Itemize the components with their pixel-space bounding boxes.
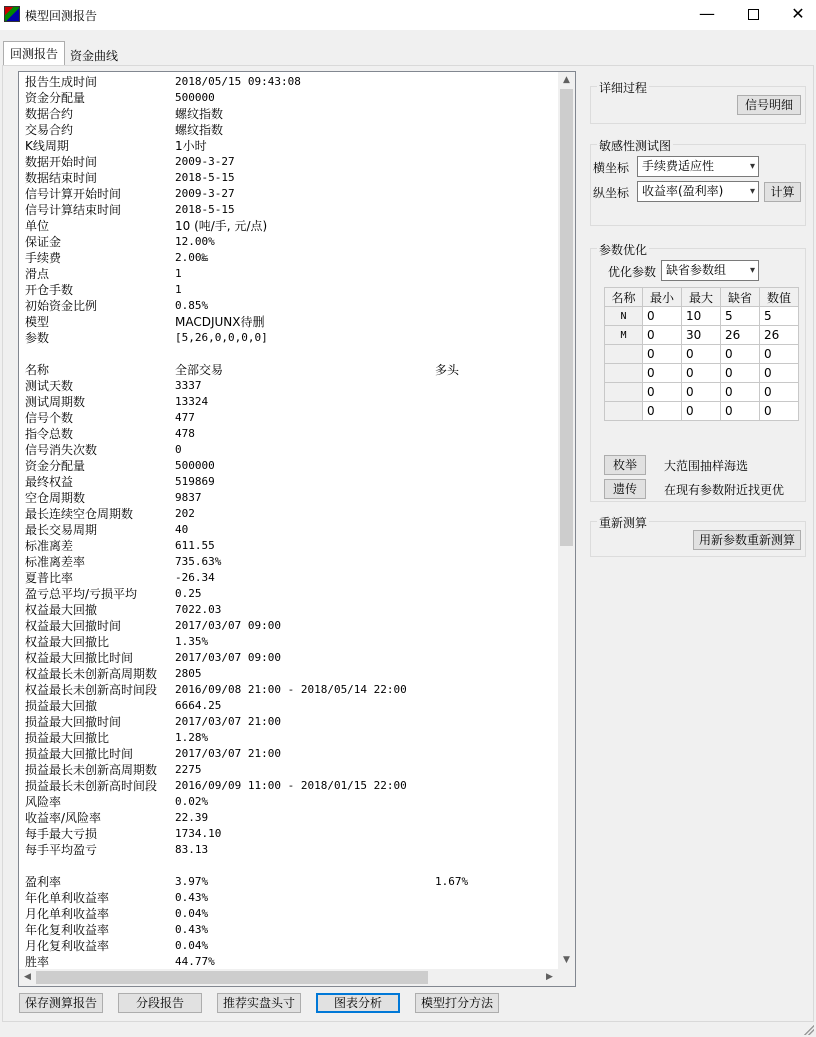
optimize-param-select[interactable] (661, 260, 759, 281)
report-field-name: 开仓手数 (25, 283, 74, 297)
param-row (605, 326, 799, 345)
report-field-value: 500000 (175, 91, 215, 104)
param-name (605, 345, 643, 364)
param-max-cell[interactable]: 0 (682, 402, 721, 421)
report-row (25, 810, 555, 826)
genetic-description: 在现有参数附近找更优 (664, 483, 785, 497)
param-value-cell[interactable]: 5 (760, 307, 799, 326)
report-row (25, 906, 555, 922)
report-field-name: 数据合约 (25, 107, 74, 121)
report-field-value: 1 (175, 283, 182, 296)
report-field-value: MACDJUNX待删 (175, 315, 265, 329)
report-row (25, 154, 555, 170)
report-field-name: 参数 (25, 331, 50, 345)
enumerate-description: 大范围抽样海选 (664, 459, 749, 473)
report-field-name: 最长交易周期 (25, 523, 98, 537)
report-row (25, 330, 555, 346)
report-row (25, 234, 555, 250)
report-field-value: 2018-5-15 (175, 171, 235, 184)
report-row (25, 602, 555, 618)
report-field-value: 0.25 (175, 587, 202, 600)
param-default-cell[interactable]: 5 (721, 307, 760, 326)
window-title: 模型回测报告 (25, 9, 98, 23)
report-field-value: 2009-3-27 (175, 155, 235, 168)
report-field-value: 3.97% (175, 875, 209, 888)
report-row (25, 746, 555, 762)
report-row (25, 858, 555, 874)
report-field-value: 22.39 (175, 811, 209, 824)
report-field-value: 500000 (175, 459, 215, 472)
param-min-cell[interactable]: 0 (643, 383, 682, 402)
report-field-value: 2016/09/08 21:00 - 2018/05/14 22:00 (175, 683, 407, 696)
report-row (25, 426, 555, 442)
param-min-cell[interactable]: 0 (643, 307, 682, 326)
report-field-long: 1.67% (435, 875, 469, 888)
report-row (25, 378, 555, 394)
y-axis-value: 收益率(盈利率) (642, 184, 724, 198)
report-field-name: 损益最大回撤时间 (25, 715, 122, 729)
report-field-name: 月化复利收益率 (25, 939, 110, 953)
report-field-value: 2805 (175, 667, 202, 680)
report-row (25, 458, 555, 474)
optimize-param-label: 优化参数 (608, 265, 657, 279)
report-field-value: 螺纹指数 (175, 123, 224, 137)
param-min-cell[interactable]: 0 (643, 345, 682, 364)
report-field-name: 每手最大亏损 (25, 827, 98, 841)
report-field-name: 信号个数 (25, 411, 74, 425)
resize-grip-icon[interactable] (804, 1025, 814, 1035)
report-row (25, 474, 555, 490)
report-row (25, 106, 555, 122)
save-report-button[interactable]: 保存测算报告 (19, 993, 103, 1013)
report-field-name: 月化单利收益率 (25, 907, 110, 921)
report-row (25, 250, 555, 266)
report-field-value: 0.02% (175, 795, 209, 808)
param-value-cell[interactable]: 0 (760, 345, 799, 364)
report-field-value: 2017/03/07 09:00 (175, 619, 281, 632)
report-field-value: 1734.10 (175, 827, 222, 840)
report-field-value: 0.43% (175, 923, 209, 936)
report-row (25, 506, 555, 522)
param-default-cell[interactable]: 0 (721, 364, 760, 383)
col-header: 名称 (605, 288, 643, 307)
report-field-value: 83.13 (175, 843, 209, 856)
report-row (25, 202, 555, 218)
report-row (25, 554, 555, 570)
report-field-value: [5,26,0,0,0,0] (175, 331, 268, 344)
report-field-value: 478 (175, 427, 195, 440)
col-header: 缺省 (721, 288, 760, 307)
tab-bar (0, 42, 816, 66)
report-field-value: 611.55 (175, 539, 215, 552)
report-field-value: 7022.03 (175, 603, 222, 616)
report-row (25, 138, 555, 154)
report-field-value: 2017/03/07 09:00 (175, 651, 281, 664)
report-row (25, 490, 555, 506)
report-field-name: 信号消失次数 (25, 443, 98, 457)
minimize-button[interactable]: — (699, 4, 715, 23)
report-field-value: 2018/05/15 09:43:08 (175, 75, 301, 88)
x-axis-label: 横坐标 (593, 161, 630, 175)
scroll-down-icon[interactable]: ▼ (563, 955, 570, 965)
report-row (25, 346, 555, 362)
report-field-name: 报告生成时间 (25, 75, 98, 89)
report-field-value: 0.04% (175, 939, 209, 952)
recalc-group-title: 重新测算 (599, 516, 648, 530)
report-field-value: 2017/03/07 21:00 (175, 747, 281, 760)
param-row (605, 345, 799, 364)
report-field-name: 资金分配量 (25, 459, 86, 473)
report-field-name: 损益最长未创新高时间段 (25, 779, 158, 793)
recalculate-button[interactable]: 用新参数重新测算 (693, 530, 801, 550)
report-field-name: 最长连续空仓周期数 (25, 507, 134, 521)
report-field-name: 年化单利收益率 (25, 891, 110, 905)
title-bar (0, 0, 816, 30)
scroll-up-icon[interactable]: ▲ (563, 75, 570, 85)
report-field-name: 最终权益 (25, 475, 74, 489)
x-axis-value: 手续费适应性 (642, 159, 715, 173)
param-grid-header (605, 288, 799, 307)
horizontal-scroll-thumb[interactable] (36, 971, 428, 984)
report-field-name: 权益最大回撤比时间 (25, 651, 134, 665)
report-row (25, 890, 555, 906)
report-field-value: 44.77% (175, 955, 215, 968)
report-field-name: 标准离差率 (25, 555, 86, 569)
segment-report-button[interactable]: 分段报告 (118, 993, 202, 1013)
report-field-name: 盈亏总平均/亏损平均 (25, 587, 138, 601)
report-row (25, 922, 555, 938)
report-field-name: 收益率/风险率 (25, 811, 102, 825)
report-field-value: 202 (175, 507, 195, 520)
report-row (25, 442, 555, 458)
close-button[interactable]: ✕ (791, 4, 805, 23)
report-row (25, 762, 555, 778)
report-field-name: 标准离差 (25, 539, 74, 553)
report-row (25, 170, 555, 186)
report-field-name: 损益最大回撤 (25, 699, 98, 713)
report-field-value: 735.63% (175, 555, 222, 568)
report-field-name: 年化复利收益率 (25, 923, 110, 937)
param-name (605, 402, 643, 421)
param-value-cell[interactable]: 0 (760, 364, 799, 383)
report-row (25, 122, 555, 138)
col-header: 最小 (643, 288, 682, 307)
report-row (25, 682, 555, 698)
param-default-cell[interactable]: 0 (721, 345, 760, 364)
report-row (25, 666, 555, 682)
report-field-name: 名称 (25, 363, 50, 377)
report-field-name: 权益最大回撤 (25, 603, 98, 617)
report-row (25, 314, 555, 330)
col-header: 最大 (682, 288, 721, 307)
report-field-name: K线周期 (25, 139, 69, 153)
detail-group-title: 详细过程 (599, 81, 648, 95)
report-field-value: 2016/09/09 11:00 - 2018/01/15 22:00 (175, 779, 407, 792)
sensitivity-group-title: 敏感性测试图 (599, 139, 672, 153)
param-default-cell[interactable]: 0 (721, 402, 760, 421)
report-row (25, 186, 555, 202)
maximize-button[interactable] (730, 0, 776, 30)
report-field-value: 2017/03/07 21:00 (175, 715, 281, 728)
horizontal-scrollbar[interactable] (19, 969, 558, 986)
app-icon (4, 6, 20, 22)
report-field-value: 3337 (175, 379, 202, 392)
report-field-name: 损益最大回撤比时间 (25, 747, 134, 761)
param-row (605, 307, 799, 326)
report-field-name: 权益最大回撤比 (25, 635, 110, 649)
report-row (25, 282, 555, 298)
model-scoring-button[interactable]: 模型打分方法 (415, 993, 499, 1013)
optimize-group-title: 参数优化 (599, 243, 648, 257)
report-row (25, 778, 555, 794)
report-field-value: 40 (175, 523, 189, 536)
report-field-value: 0.85% (175, 299, 209, 312)
report-field-name: 权益最长未创新高时间段 (25, 683, 158, 697)
param-row (605, 364, 799, 383)
param-max-cell[interactable]: 0 (682, 383, 721, 402)
report-row (25, 842, 555, 858)
report-field-value: 477 (175, 411, 195, 424)
param-name (605, 383, 643, 402)
report-row (25, 730, 555, 746)
report-field-name: 信号计算结束时间 (25, 203, 122, 217)
tab-report[interactable]: 回测报告 (3, 41, 65, 65)
chevron-down-icon: ▾ (749, 161, 755, 172)
optimize-param-value: 缺省参数组 (666, 263, 727, 277)
scroll-right-icon[interactable]: ▶ (546, 972, 553, 982)
report-field-value: 0.43% (175, 891, 209, 904)
param-default-cell[interactable]: 0 (721, 383, 760, 402)
report-row (25, 618, 555, 634)
report-field-name: 数据开始时间 (25, 155, 98, 169)
report-field-value: 1.35% (175, 635, 209, 648)
report-field-name: 盈利率 (25, 875, 62, 889)
param-row (605, 383, 799, 402)
chevron-down-icon: ▾ (749, 186, 755, 197)
param-value-cell[interactable]: 0 (760, 402, 799, 421)
report-row (25, 362, 555, 378)
report-row (25, 874, 555, 890)
report-field-name: 权益最长未创新高周期数 (25, 667, 158, 681)
param-value-cell[interactable]: 0 (760, 383, 799, 402)
report-field-name: 每手平均盈亏 (25, 843, 98, 857)
report-field-name: 交易合约 (25, 123, 74, 137)
y-axis-label: 纵坐标 (593, 186, 630, 200)
report-field-value: 9837 (175, 491, 202, 504)
genetic-button[interactable]: 遗传 (604, 479, 646, 499)
report-field-name: 资金分配量 (25, 91, 86, 105)
recommend-position-button[interactable]: 推荐实盘头寸 (217, 993, 301, 1013)
x-axis-select[interactable] (637, 156, 759, 177)
report-row (25, 570, 555, 586)
report-row (25, 714, 555, 730)
report-row (25, 90, 555, 106)
report-row (25, 74, 555, 90)
report-row (25, 394, 555, 410)
chevron-down-icon: ▾ (749, 265, 755, 276)
report-row (25, 298, 555, 314)
tab-equity-curve[interactable]: 资金曲线 (70, 49, 119, 63)
param-max-cell[interactable]: 10 (682, 307, 721, 326)
param-value-cell[interactable]: 26 (760, 326, 799, 345)
report-field-value: 1.28% (175, 731, 209, 744)
report-content (25, 74, 555, 968)
report-field-value: 1小时 (175, 139, 207, 153)
report-field-value: 2009-3-27 (175, 187, 235, 200)
param-name (605, 364, 643, 383)
y-axis-select[interactable] (637, 181, 759, 202)
report-field-name: 夏普比率 (25, 571, 74, 585)
report-field-value: 2.00‱ (175, 251, 209, 264)
report-row (25, 698, 555, 714)
report-field-name: 手续费 (25, 251, 62, 265)
scroll-corner (558, 969, 575, 986)
report-field-name: 胜率 (25, 955, 50, 968)
chart-analysis-button[interactable]: 图表分析 (316, 993, 400, 1013)
param-max-cell[interactable]: 30 (682, 326, 721, 345)
report-field-value: 13324 (175, 395, 209, 408)
enumerate-button[interactable]: 枚举 (604, 455, 646, 475)
report-row (25, 634, 555, 650)
report-field-name: 权益最大回撤时间 (25, 619, 122, 633)
report-field-value: 2275 (175, 763, 202, 776)
param-grid (604, 287, 799, 421)
col-header: 数值 (760, 288, 799, 307)
vertical-scrollbar[interactable] (558, 72, 575, 969)
report-field-name: 测试周期数 (25, 395, 86, 409)
param-default-cell[interactable]: 26 (721, 326, 760, 345)
param-name: N (605, 307, 643, 326)
report-row (25, 266, 555, 282)
report-field-name: 测试天数 (25, 379, 74, 393)
report-row (25, 410, 555, 426)
report-field-value: 12.00% (175, 235, 215, 248)
report-row (25, 794, 555, 810)
report-field-value: 519869 (175, 475, 215, 488)
report-field-name: 损益最长未创新高周期数 (25, 763, 158, 777)
report-field-name: 损益最大回撤比 (25, 731, 110, 745)
param-max-cell[interactable]: 0 (682, 364, 721, 383)
param-min-cell[interactable]: 0 (643, 402, 682, 421)
scroll-left-icon[interactable]: ◀ (24, 972, 31, 982)
report-field-name: 指令总数 (25, 427, 74, 441)
report-field-name: 初始资金比例 (25, 299, 98, 313)
param-min-cell[interactable]: 0 (643, 364, 682, 383)
report-field-value: 6664.25 (175, 699, 222, 712)
report-row (25, 650, 555, 666)
calculate-button[interactable]: 计算 (764, 182, 801, 202)
vertical-scroll-thumb[interactable] (560, 89, 573, 546)
param-min-cell[interactable]: 0 (643, 326, 682, 345)
report-row (25, 522, 555, 538)
report-field-value: 1 (175, 267, 182, 280)
signal-detail-button[interactable]: 信号明细 (737, 95, 801, 115)
report-field-name: 保证金 (25, 235, 62, 249)
report-row (25, 586, 555, 602)
report-field-value: 0 (175, 443, 182, 456)
report-field-name: 滑点 (25, 267, 50, 281)
param-name: M (605, 326, 643, 345)
report-field-value: 0.04% (175, 907, 209, 920)
report-row (25, 938, 555, 954)
report-row (25, 954, 555, 968)
report-field-name: 信号计算开始时间 (25, 187, 122, 201)
report-textbox[interactable] (18, 71, 576, 987)
report-field-long: 多头 (435, 363, 460, 377)
report-field-name: 数据结束时间 (25, 171, 98, 185)
param-max-cell[interactable]: 0 (682, 345, 721, 364)
report-field-value: 全部交易 (175, 363, 224, 377)
report-row (25, 218, 555, 234)
report-field-value: 螺纹指数 (175, 107, 224, 121)
report-field-name: 单位 (25, 219, 50, 233)
report-field-value: 2018-5-15 (175, 203, 235, 216)
maximize-icon (748, 9, 759, 20)
report-row (25, 826, 555, 842)
param-row (605, 402, 799, 421)
report-row (25, 538, 555, 554)
report-field-name: 模型 (25, 315, 50, 329)
report-field-value: -26.34 (175, 571, 215, 584)
report-field-name: 风险率 (25, 795, 62, 809)
report-field-name: 空仓周期数 (25, 491, 86, 505)
report-field-value: 10 (吨/手, 元/点) (175, 219, 268, 233)
